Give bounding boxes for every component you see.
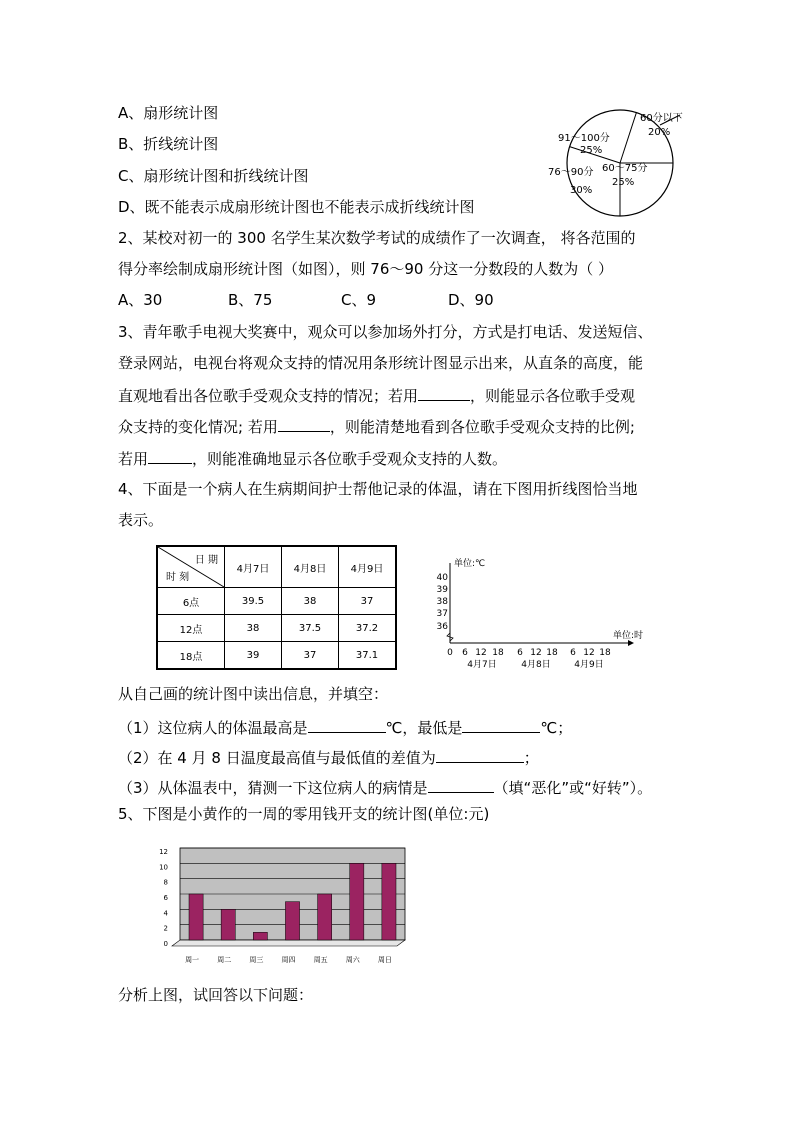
grid-x-unit: 单位:时: [613, 631, 644, 641]
q4-line-1: 4、下面是一个病人在生病期间护士帮他记录的体温，请在下图用折线图恰当地: [118, 480, 638, 498]
bar-chart-y-tick: 6: [163, 894, 168, 902]
bar-1: [189, 894, 203, 940]
bar-2: [221, 909, 235, 940]
q3-line-4: [118, 415, 635, 437]
q4-read-intro: 从自己画的统计图中读出信息，并填空：: [118, 685, 389, 703]
pie-pct-91-100: 25%: [580, 145, 603, 156]
bar-chart-x-label: 周六: [345, 956, 360, 964]
table-cell: 37: [282, 642, 339, 670]
q2-option-c: C、9: [341, 291, 377, 309]
q4-blank-min[interactable]: [462, 716, 540, 733]
bar-6: [350, 863, 364, 940]
q1-option-c: C、扇形统计图和折线统计图: [118, 167, 309, 185]
q3-blank-2[interactable]: [278, 415, 330, 432]
q2-line-1: 2、某校对初一的 300 名学生某次数学考试的成绩作了一次调查， 将各范围的: [118, 229, 636, 247]
pie-label-60-75: 60～75分: [602, 163, 648, 174]
bar-chart-y-tick: 4: [163, 909, 168, 918]
table-cell: 12点: [157, 615, 225, 642]
q3-blank-1[interactable]: [418, 384, 470, 401]
q3-line-1: 3、青年歌手电视大奖赛中，观众可以参加场外打分，方式是打电话、发送短信、: [118, 323, 653, 341]
q3-line-5-text-a: 若用: [118, 450, 149, 468]
grid-x-tick: 6: [462, 648, 468, 658]
q4-blank-condition[interactable]: [428, 776, 494, 793]
q1-option-a: A、扇形统计图: [118, 104, 219, 122]
grid-y-tick: 36: [436, 622, 448, 632]
grid-x-tick: 6: [570, 648, 576, 658]
bar-7: [382, 863, 396, 940]
pie-label-below60: 60分以下: [640, 113, 683, 124]
grid-date-label: 4月8日: [521, 660, 551, 670]
table-row: [157, 615, 396, 642]
bar-chart-x-label: 周四: [281, 956, 296, 964]
q4-fill-3-text-b: （填“恶化”或“好转”）。: [493, 779, 653, 797]
grid-y-unit: 单位:℃: [454, 559, 486, 569]
table-header-date: 日 期: [194, 555, 218, 566]
grid-y-tick: 40: [436, 573, 448, 583]
q4-fill-1: [118, 716, 572, 738]
grid-y-tick: 38: [436, 597, 448, 607]
pie-pct-76-90: 30%: [570, 185, 593, 196]
grid-x-tick: 18: [492, 648, 504, 658]
q3-line-3: [118, 384, 635, 406]
bar-chart-x-label: 周日: [377, 956, 392, 964]
q2-options: [118, 290, 494, 310]
q4-fill-1-text-b: ℃，最低是: [385, 719, 463, 737]
grid-x-tick: 18: [599, 648, 611, 658]
q3-line-5-text-b: ，则能准确地显示各位歌手受观众支持的人数。: [192, 450, 508, 468]
pie-chart: [540, 105, 700, 220]
table-corner-cell: [157, 546, 225, 588]
table-date-2: 4月8日: [282, 546, 339, 588]
q3-line-2: 登录网站，电视台将观众支持的情况用条形统计图显示出来，从直条的高度，能: [118, 354, 644, 372]
q4-fill-1-text-c: ℃；: [540, 719, 573, 737]
grid-x-tick: 6: [517, 648, 523, 658]
table-cell: 37.5: [282, 615, 339, 642]
bar-chart-x-label: 周五: [313, 956, 328, 964]
q4-fill-2-text-b: ；: [523, 749, 539, 767]
grid-x-tick: 12: [530, 648, 542, 658]
q4-fill-1-text-a: （1）这位病人的体温最高是: [118, 719, 308, 737]
table-header-time: 时 刻: [166, 572, 190, 583]
grid-y-tick: 37: [436, 609, 448, 619]
bar-chart-x-label: 周三: [249, 956, 264, 964]
table-date-3: 4月9日: [339, 546, 397, 588]
bar-chart-floor: [172, 940, 405, 946]
bar-chart-y-tick: 8: [163, 878, 168, 887]
grid-origin: 0: [447, 648, 453, 658]
q3-line-3-text-b: ，则能显示各位歌手受观: [470, 387, 636, 405]
grid-x-tick: 18: [546, 648, 558, 658]
q3-line-3-text-a: 直观地看出各位歌手受观众支持的情况；若用: [118, 387, 419, 405]
pie-pct-60-75: 25%: [612, 177, 635, 188]
bar-3: [253, 932, 267, 940]
q3-line-4-text-b: ，则能清楚地看到各位歌手受观众支持的比例;: [329, 418, 635, 436]
table-date-1: 4月7日: [225, 546, 282, 588]
q5-analysis: 分析上图，试回答以下问题：: [118, 986, 314, 1004]
bar-chart: [150, 840, 420, 965]
q4-line-2: 表示。: [118, 511, 164, 529]
q2-line-2: 得分率绘制成扇形统计图（如图），则 76～90 分这一分数段的人数为（ ）: [118, 260, 613, 278]
bar-chart-y-tick: 12: [159, 848, 168, 856]
pie-pct-below60: 20%: [648, 127, 671, 138]
table-cell: 37.2: [339, 615, 397, 642]
grid-date-label: 4月7日: [467, 660, 497, 670]
bar-chart-x-label: 周二: [217, 956, 232, 964]
q1-option-d: D、既不能表示成扇形统计图也不能表示成折线统计图: [118, 198, 475, 216]
table-cell: 6点: [157, 588, 225, 615]
q3-blank-3[interactable]: [148, 447, 192, 464]
grid-date-label: 4月9日: [574, 660, 604, 670]
q4-blank-max[interactable]: [308, 716, 386, 733]
bar-chart-x-label: 周一: [185, 956, 200, 964]
q2-option-b: B、75: [228, 291, 273, 309]
q2-option-a: A、30: [118, 291, 163, 309]
table-cell: 37: [339, 588, 397, 615]
grid-y-tick: 39: [436, 585, 448, 595]
bar-4: [285, 902, 299, 940]
table-cell: 38: [282, 588, 339, 615]
q4-fill-3-text-a: （3）从体温表中，猜测一下这位病人的病情是: [118, 779, 428, 797]
q5-line-1: 5、下图是小黄作的一周的零用钱开支的统计图(单位:元): [118, 805, 490, 823]
table-cell: 39: [225, 642, 282, 670]
q1-option-b: B、折线统计图: [118, 135, 219, 153]
pie-label-76-90: 76～90分: [548, 167, 594, 178]
bar-5: [318, 894, 332, 940]
q4-fill-3: [118, 776, 652, 798]
grid-x-tick: 12: [475, 648, 487, 658]
temperature-grid: [430, 553, 644, 673]
q2-option-d: D、90: [448, 291, 494, 309]
table-row: [157, 642, 396, 670]
q4-fill-2: [118, 746, 539, 768]
q4-fill-2-text-a: （2）在 4 月 8 日温度最高值与最低值的差值为: [118, 749, 436, 767]
bar-chart-y-tick: 2: [163, 924, 168, 933]
table-cell: 38: [225, 615, 282, 642]
grid-x-tick: 12: [583, 648, 595, 658]
q3-line-5: [118, 447, 507, 469]
table-row: [157, 588, 396, 615]
q3-line-4-text-a: 众支持的变化情况; 若用: [118, 418, 278, 436]
pie-label-91-100: 91～100分: [558, 133, 610, 144]
table-cell: 18点: [157, 642, 225, 670]
q4-blank-diff[interactable]: [436, 746, 524, 763]
bar-chart-plot: [159, 848, 405, 964]
bar-chart-y-tick: 0: [163, 940, 168, 948]
table-cell: 39.5: [225, 588, 282, 615]
temperature-table: [156, 545, 397, 670]
table-cell: 37.1: [339, 642, 397, 670]
bar-chart-y-tick: 10: [159, 863, 168, 872]
